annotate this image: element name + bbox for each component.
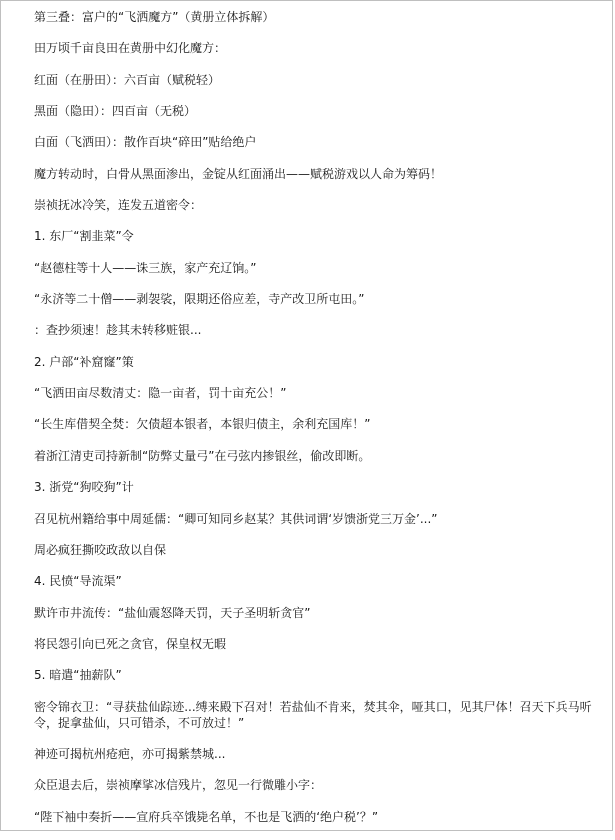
paragraph: “飞洒田亩尽数清丈：隐一亩者，罚十亩充公！”	[34, 386, 287, 401]
paragraph: 召见杭州籍给事中周延儒：“卿可知同乡赵某？其供词谓‘岁馈浙党三万金’...”	[34, 511, 438, 526]
section-heading: 第三叠：富户的“飞洒魔方”（黄册立体拆解）	[34, 10, 275, 24]
list-heading-1: 1. 东厂“割韭菜”令	[34, 229, 134, 244]
paragraph: “长生库借契全焚：欠债超本银者，本银归债主，余利充国库！”	[34, 417, 371, 432]
paragraph: “陛下袖中奏折——宣府兵卒饿毙名单，不也是飞洒的‘绝户税’？”	[34, 809, 379, 824]
paragraph: 密令锦衣卫：“寻获盐仙踪迹...缚来殿下召对！若盐仙不肯来，焚其伞，哑其口，见其尸体！召天下兵马听令，捉拿盐仙，只可错杀，不可放过！”	[34, 699, 592, 730]
list-heading-5: 5. 暗遣“抽薪队”	[34, 668, 122, 683]
paragraph: “永济等二十僧——剥袈裟，限期还俗应差，寺产改卫所屯田。”	[34, 292, 365, 307]
document-body	[34, 9, 606, 840]
paragraph: 崇祯抚冰冷笑，连发五道密令：	[34, 198, 203, 213]
paragraph: 田万顷千亩良田在黄册中幻化魔方：	[34, 41, 227, 56]
paragraph: 众臣退去后，崇祯摩挲冰信残片，忽见一行微雕小字：	[34, 778, 323, 793]
list-heading-3: 3. 浙党“狗咬狗”计	[34, 480, 134, 495]
paragraph: 周必疯狂撕咬政敌以自保	[34, 542, 167, 557]
paragraph: 黑面（隐田）：四百亩（无税）	[34, 104, 197, 119]
list-heading-4: 4. 民愤“导流渠”	[34, 574, 122, 589]
list-heading-2: 2. 户部“补窟窿”策	[34, 354, 134, 369]
paragraph: 魔方转动时，白骨从黑面渗出，金锭从红面涌出——赋税游戏以人命为筹码！	[34, 166, 443, 181]
paragraph: 默许市井流传：“盐仙震怒降天罚，天子圣明斩贪官”	[34, 605, 311, 620]
paragraph: 神迹可揭杭州疮疤，亦可揭紫禁城...	[34, 746, 226, 761]
paragraph: ：查抄须速！趁其未转移赃银...	[34, 323, 202, 338]
paragraph: 着浙江清吏司持新制“防弊丈量弓”在弓弦内掺银丝，偷改即断。	[34, 448, 371, 463]
paragraph: 将民怨引向已死之贪官，保皇权无暇	[34, 636, 227, 651]
paragraph: 红面（在册田）：六百亩（赋税轻）	[34, 72, 221, 87]
paragraph: 白面（飞洒田）：散作百块“碎田”贴给绝户	[34, 135, 257, 150]
paragraph: “赵德柱等十人——诛三族，家产充辽饷。”	[34, 260, 257, 275]
